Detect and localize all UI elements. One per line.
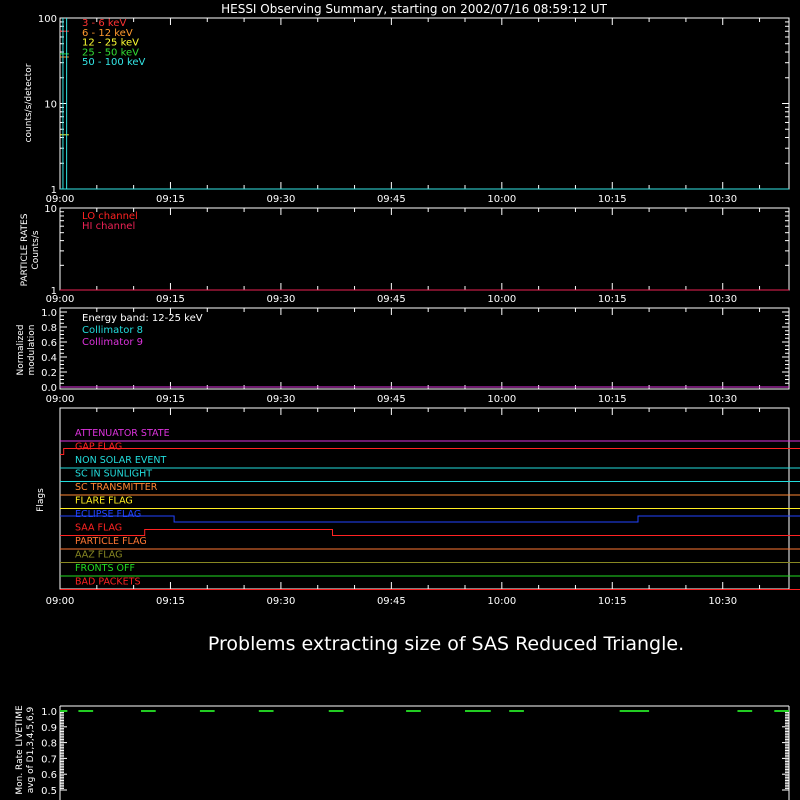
livetime-y-label: 0.6 (41, 770, 57, 782)
particle-rate-time-label: 10:30 (708, 294, 738, 305)
count-rate-time-label: 09:45 (376, 194, 406, 205)
flags-time-label: 10:15 (597, 596, 627, 607)
particle-rate-axis-units: Counts/s (31, 230, 41, 270)
count-rate-y-label: 100 (37, 14, 57, 25)
flag-label: FRONTS OFF (75, 563, 135, 574)
count-rate-time-label: 10:30 (708, 194, 738, 205)
modulation-time-label: 09:00 (45, 394, 75, 405)
modulation-time-label: 10:15 (597, 394, 627, 405)
count-rate-time-label: 09:00 (45, 194, 75, 205)
particle-rate-time-label: 10:00 (487, 294, 517, 305)
flag-trace-line (60, 516, 789, 522)
livetime-y-label: 0.9 (41, 722, 57, 734)
modulation-y-label: 0.2 (41, 368, 57, 379)
flag-label: SC IN SUNLIGHT (75, 468, 153, 480)
count-rate-time-label: 10:00 (487, 194, 517, 205)
flags-time-label: 09:15 (156, 596, 185, 607)
count-rate-legend-entry: 3 - 6 keV (82, 18, 127, 29)
particle-rate-time-label: 09:00 (45, 294, 75, 305)
count-rate-legend-entry: 6 - 12 keV (82, 27, 133, 39)
panels-layer (15, 14, 800, 800)
modulation-time-label: 09:15 (156, 394, 185, 405)
particle-rate-time-label: 10:15 (597, 294, 627, 305)
flags-time-label: 10:30 (708, 596, 738, 607)
particle-rate-axis-title: PARTICLE RATES (20, 213, 30, 287)
flag-trace-line (60, 530, 789, 536)
modulation-time-label: 09:30 (266, 394, 296, 405)
modulation-y-label: 1.0 (41, 308, 57, 319)
livetime-y-label: 0.7 (41, 754, 57, 766)
particle-rate-y-label: 10 (44, 204, 57, 215)
modulation-legend-entry: Collimator 9 (82, 337, 143, 348)
modulation-time-label: 09:45 (376, 394, 406, 405)
particle-rate-legend-entry: HI channel (82, 221, 136, 232)
flag-trace-line (60, 449, 789, 455)
particle-rate-time-label: 09:30 (266, 294, 296, 305)
flag-label: FLARE FLAG (75, 495, 133, 507)
count-rate-time-label: 10:15 (597, 194, 627, 205)
livetime-y-label: 1.0 (41, 707, 57, 718)
particle-rate-panel-frame (60, 208, 789, 290)
count-rate-y-label: 1 (50, 185, 57, 196)
particle-rate-legend-entry: LO channel (82, 211, 138, 222)
warning-message: Problems extracting size of SAS Reduced Triangle. (207, 633, 685, 655)
flag-label: SAA FLAG (75, 522, 123, 534)
flags-time-label: 09:30 (266, 596, 296, 607)
flag-label: NON SOLAR EVENT (75, 455, 167, 466)
modulation-energy-band-note: Energy band: 12-25 keV (82, 313, 203, 324)
page-title: HESSI Observing Summary, starting on 2002/07/16 08:59:12 UT (221, 2, 607, 16)
modulation-y-label: 0.4 (41, 353, 57, 364)
flags-time-label: 09:45 (376, 596, 406, 607)
flags-time-label: 10:00 (487, 596, 517, 607)
flag-label: ECLIPSE FLAG (75, 509, 142, 520)
livetime-axis-title-line2: avg of D1,3,4,5,6,9 (26, 706, 36, 794)
modulation-y-label: 0.0 (41, 383, 57, 394)
flags-time-label: 09:00 (45, 596, 75, 607)
count-rate-time-label: 09:15 (156, 194, 185, 205)
count-rate-y-label: 10 (44, 99, 57, 111)
modulation-legend-entry: Collimator 8 (82, 325, 143, 336)
livetime-y-label: 0.5 (41, 786, 57, 797)
count-rate-legend-entry: 50 - 100 keV (82, 57, 146, 69)
flags-axis-title: Flags (36, 488, 46, 512)
count-rate-panel-frame (60, 18, 789, 189)
modulation-axis-title: Normalized (16, 324, 26, 376)
count-rate-legend-entry: 25 - 50 keV (82, 47, 140, 59)
flag-label: GAP FLAG (75, 441, 123, 453)
livetime-axis-title: Mon. Rate LIVETIME (15, 705, 25, 795)
modulation-y-label: 0.6 (41, 338, 57, 349)
particle-rate-time-label: 09:45 (376, 294, 406, 305)
particle-rate-y-label: 1 (50, 286, 57, 297)
flag-label: PARTICLE FLAG (75, 536, 147, 547)
flag-label: SC TRANSMITTER (75, 482, 158, 493)
flag-label: AAZ FLAG (75, 549, 123, 561)
count-rate-time-label: 09:30 (266, 194, 296, 205)
modulation-axis-title-line2: modulation (27, 324, 37, 376)
modulation-time-label: 10:30 (708, 394, 738, 405)
count-rate-legend-entry: 12 - 25 keV (82, 37, 140, 49)
modulation-y-label: 0.8 (41, 323, 57, 334)
livetime-y-label: 0.8 (41, 738, 57, 750)
modulation-time-label: 10:00 (487, 394, 517, 405)
particle-rate-time-label: 09:15 (156, 294, 185, 305)
count-rate-axis-title: counts/s/detector (24, 63, 34, 143)
flag-label: BAD PACKETS (75, 576, 141, 588)
flag-label: ATTENUATOR STATE (75, 428, 170, 439)
